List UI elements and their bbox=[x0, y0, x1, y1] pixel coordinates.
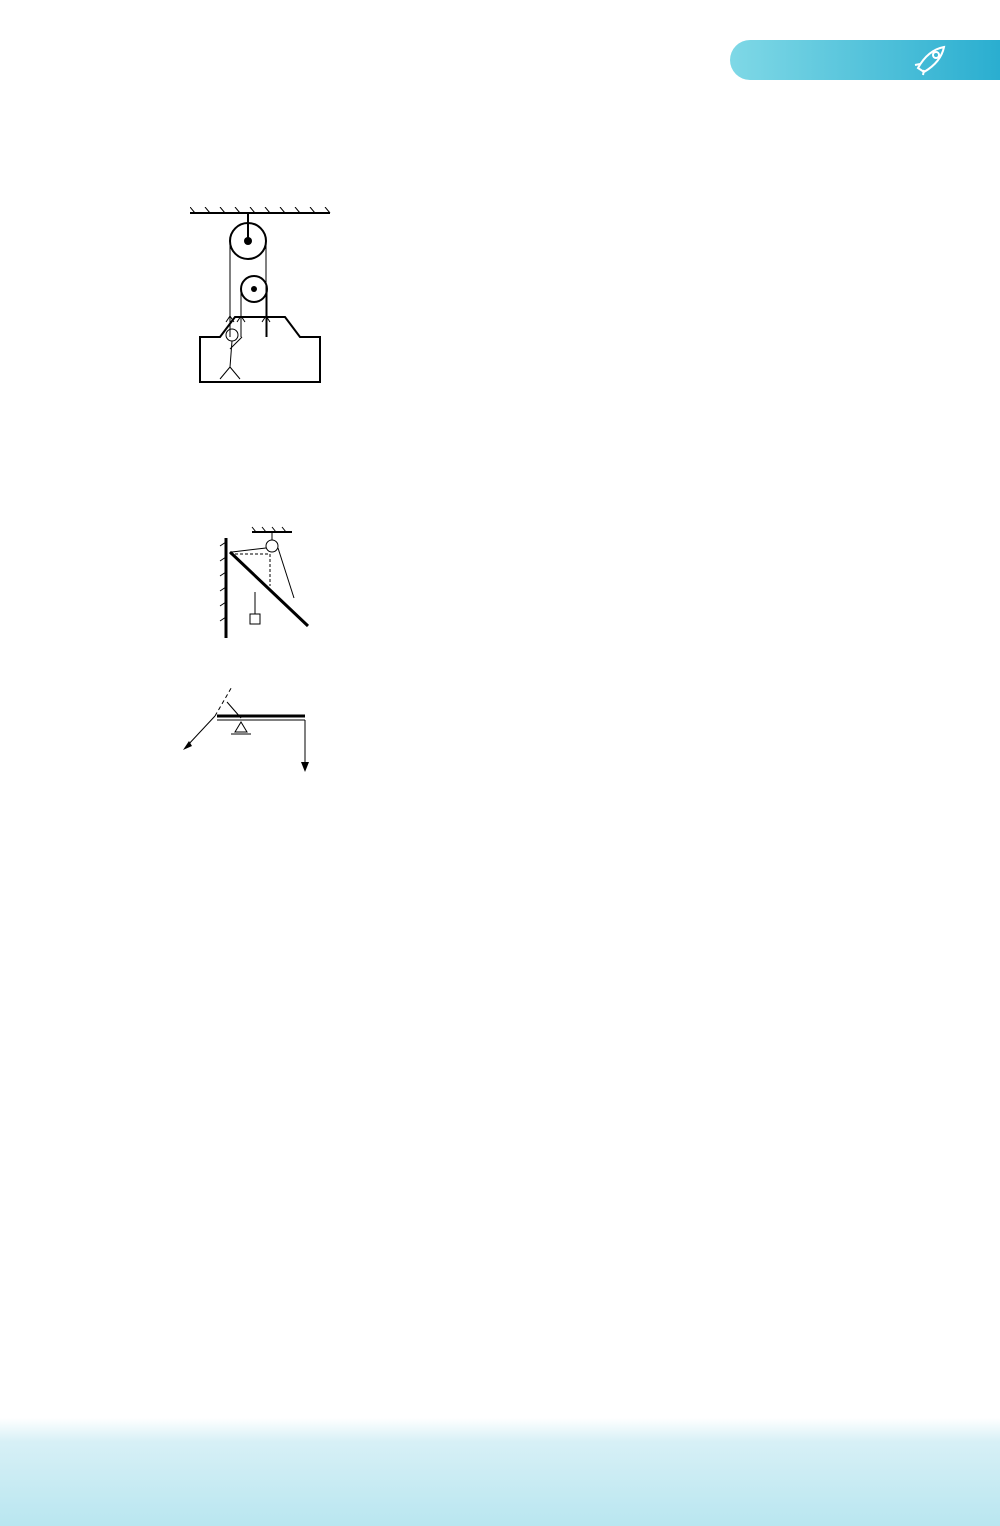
paragraph-q13 bbox=[56, 659, 474, 682]
figure-basket bbox=[190, 207, 340, 387]
paragraph-q15 bbox=[508, 133, 924, 156]
spacer bbox=[56, 113, 69, 128]
right-column bbox=[508, 86, 924, 156]
figure-labels bbox=[56, 391, 474, 405]
spacer bbox=[56, 456, 69, 471]
figure-lever12 bbox=[190, 526, 340, 641]
paragraph-q14 bbox=[508, 86, 924, 109]
spacer bbox=[508, 90, 521, 105]
paragraph-q11s bbox=[56, 475, 474, 498]
paragraph-q14s bbox=[508, 109, 924, 132]
header-band bbox=[730, 40, 1000, 80]
paragraph-q7 bbox=[56, 86, 474, 109]
spacer bbox=[508, 137, 521, 152]
paragraph-q10s bbox=[56, 428, 474, 451]
watermark-logo bbox=[812, 1432, 982, 1492]
paragraph-q8 bbox=[56, 109, 474, 132]
spacer bbox=[73, 137, 86, 152]
paragraph-q10 bbox=[56, 405, 474, 428]
spacer bbox=[56, 503, 69, 518]
paragraph-q9 bbox=[56, 156, 474, 179]
spacer bbox=[73, 833, 86, 848]
spacer bbox=[56, 663, 69, 678]
figure-lever13 bbox=[155, 686, 375, 811]
spacer bbox=[525, 113, 538, 128]
paragraph-q13s bbox=[56, 829, 474, 852]
spacer bbox=[56, 160, 69, 175]
paragraph-q11 bbox=[56, 452, 474, 475]
figure-labels bbox=[56, 645, 474, 659]
spacer bbox=[73, 184, 86, 199]
paragraph-q9s bbox=[56, 180, 474, 203]
paragraph-q12 bbox=[56, 499, 474, 522]
spacer bbox=[56, 409, 69, 424]
figure-labels bbox=[56, 815, 474, 829]
spacer bbox=[73, 479, 86, 494]
left-column bbox=[56, 86, 474, 853]
spacer bbox=[56, 90, 69, 105]
paragraph-q8s bbox=[56, 133, 474, 156]
rocket-icon bbox=[914, 44, 948, 76]
spacer bbox=[73, 432, 86, 447]
